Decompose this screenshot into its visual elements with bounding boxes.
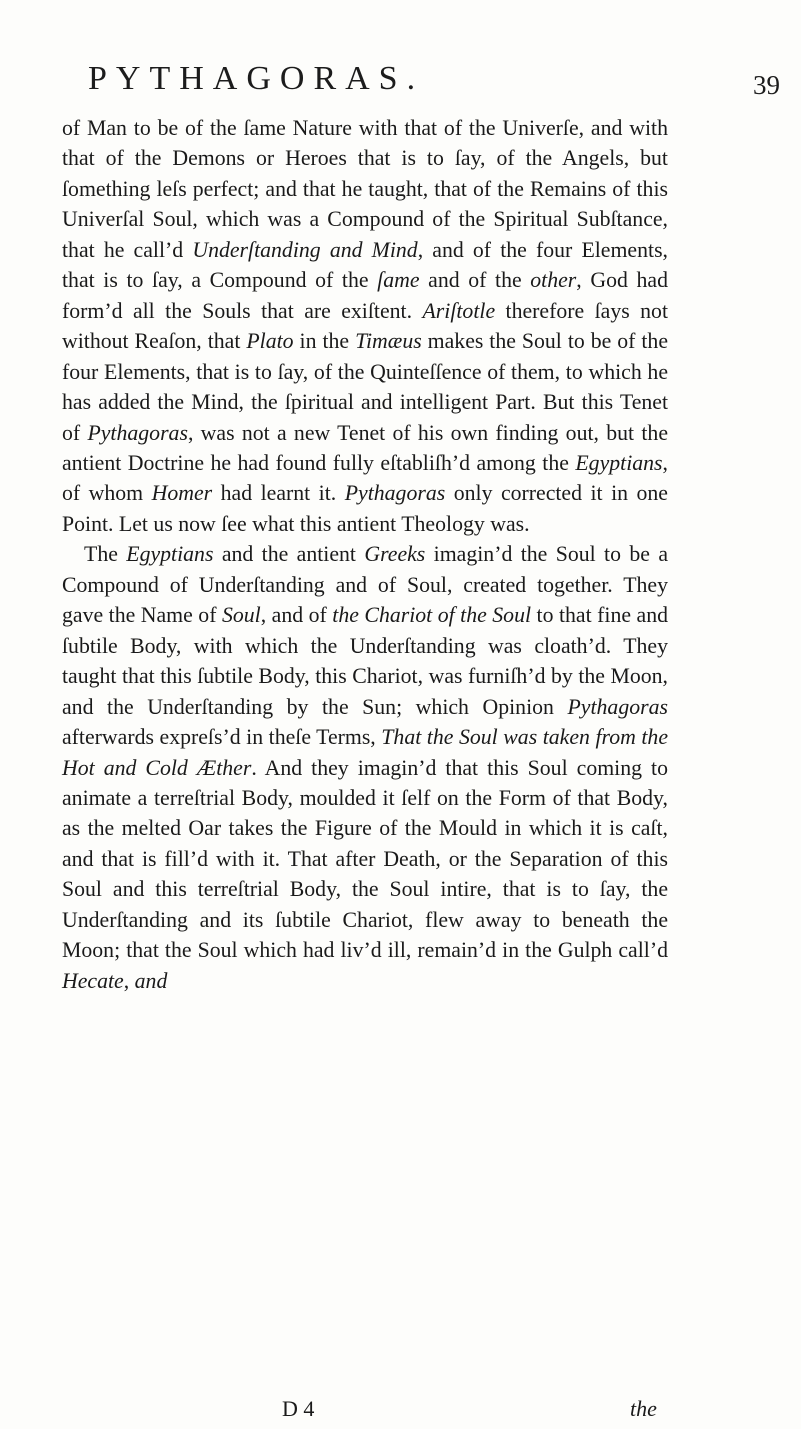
text-run: of Man to be of the ſame Nature with that of the Univerſe, and with that of the Demons or Heroes that is to ſay, of the Angels, but ſomething leſs perfect; and that he taught, that of the Remains of this Univerſal Soul, which was a Compound of the Spiritual Subſtance, that he call’d [62, 116, 668, 262]
text-run: afterwards expreſs’d in theſe Terms, [62, 725, 382, 750]
paragraph-1 [62, 113, 668, 539]
italic-run: and [134, 968, 168, 993]
italic-run: Greeks [364, 542, 426, 567]
italic-run: Pythagoras [344, 481, 446, 506]
page-number: 39 [753, 70, 780, 100]
text-run: therefore ſays not without Reaſon, that [62, 298, 669, 354]
italic-run: That the Soul was taken from the Hot and Cold Æther [62, 725, 668, 780]
catchword: the [630, 1396, 657, 1421]
text-run: makes the Soul to be of the four Elements, that is to ſay, of the Quinteſſence of them, to which he has added the Mind, the ſpiritual and intelligent Part. But this Tenet of [62, 329, 669, 445]
paragraph-2 [62, 539, 668, 996]
text-run: to that fine and ſubtile Body, with which the Underſtanding was cloath’d. They taught that this ſubtile Body, this Chariot, was furniſh’d by the Moon, and the Underſtanding by the Sun; which Opinion [62, 603, 669, 719]
text-run: , of whom [62, 450, 668, 506]
italic-run: Plato [246, 329, 294, 354]
italic-run: Timæus [355, 329, 422, 354]
italic-run: other [530, 268, 577, 293]
italic-run: the Chariot of the Soul [332, 603, 532, 628]
text-run: , and of the four Elements, that is to ſay, a Compound of the [62, 237, 668, 293]
text-run: , and of [260, 603, 333, 628]
italic-run: Pythagoras [87, 420, 188, 445]
text-run: The [84, 542, 127, 567]
text-run: . And they imagin’d that this Soul coming to animate a terreſtrial Body, moulded it ſelf on the Form of that Body, as the melted Oar takes the Figure of the Mould in which it is caſt, and that is fill’d with it. That after Death, or the Separation of this Soul and this terreſtrial Body, the Soul intire, that is to ſay, the Underſtanding and its ſubtile Chariot, flew away to beneath the Moon; that the Soul which had liv’d ill, remain’d in the Gulph call’d [62, 755, 668, 963]
text-run: , God had form’d all the Souls that are exiſtent. [62, 268, 668, 323]
text-run: only corrected it in one Point. Let us now ſee what this antient Theology was. [62, 481, 668, 536]
text-run: , [123, 968, 135, 993]
signature-mark: D 4 [282, 1396, 315, 1421]
text-run: and the antient [213, 542, 365, 567]
body-text [62, 113, 668, 996]
text-run: and of the [419, 268, 531, 293]
text-run: , was not a new Tenet of his own finding out, but the antient Doctrine he had found fully eſtabliſh’d among the [62, 420, 668, 475]
italic-run: Pythagoras [567, 694, 668, 719]
running-head [88, 60, 788, 110]
italic-run: Egyptians [126, 542, 214, 567]
italic-run: Egyptians [575, 450, 663, 475]
italic-run: Hecate [62, 968, 124, 993]
italic-run: ſame [377, 268, 420, 293]
running-head-title: PYTHAGORAS. [88, 60, 425, 97]
text-run: had learnt it. [212, 481, 345, 506]
text-run: in the [293, 329, 356, 354]
text-run: imagin’d the Soul to be a Compound of Underſtanding and of Soul, created together. They gave the Name of [62, 542, 668, 628]
italic-run: Soul [221, 603, 261, 628]
italic-run: Ariſtotle [422, 298, 496, 323]
italic-run: Homer [151, 481, 213, 506]
footer-line [62, 1396, 668, 1426]
italic-run: Underſtanding and Mind [192, 237, 418, 262]
